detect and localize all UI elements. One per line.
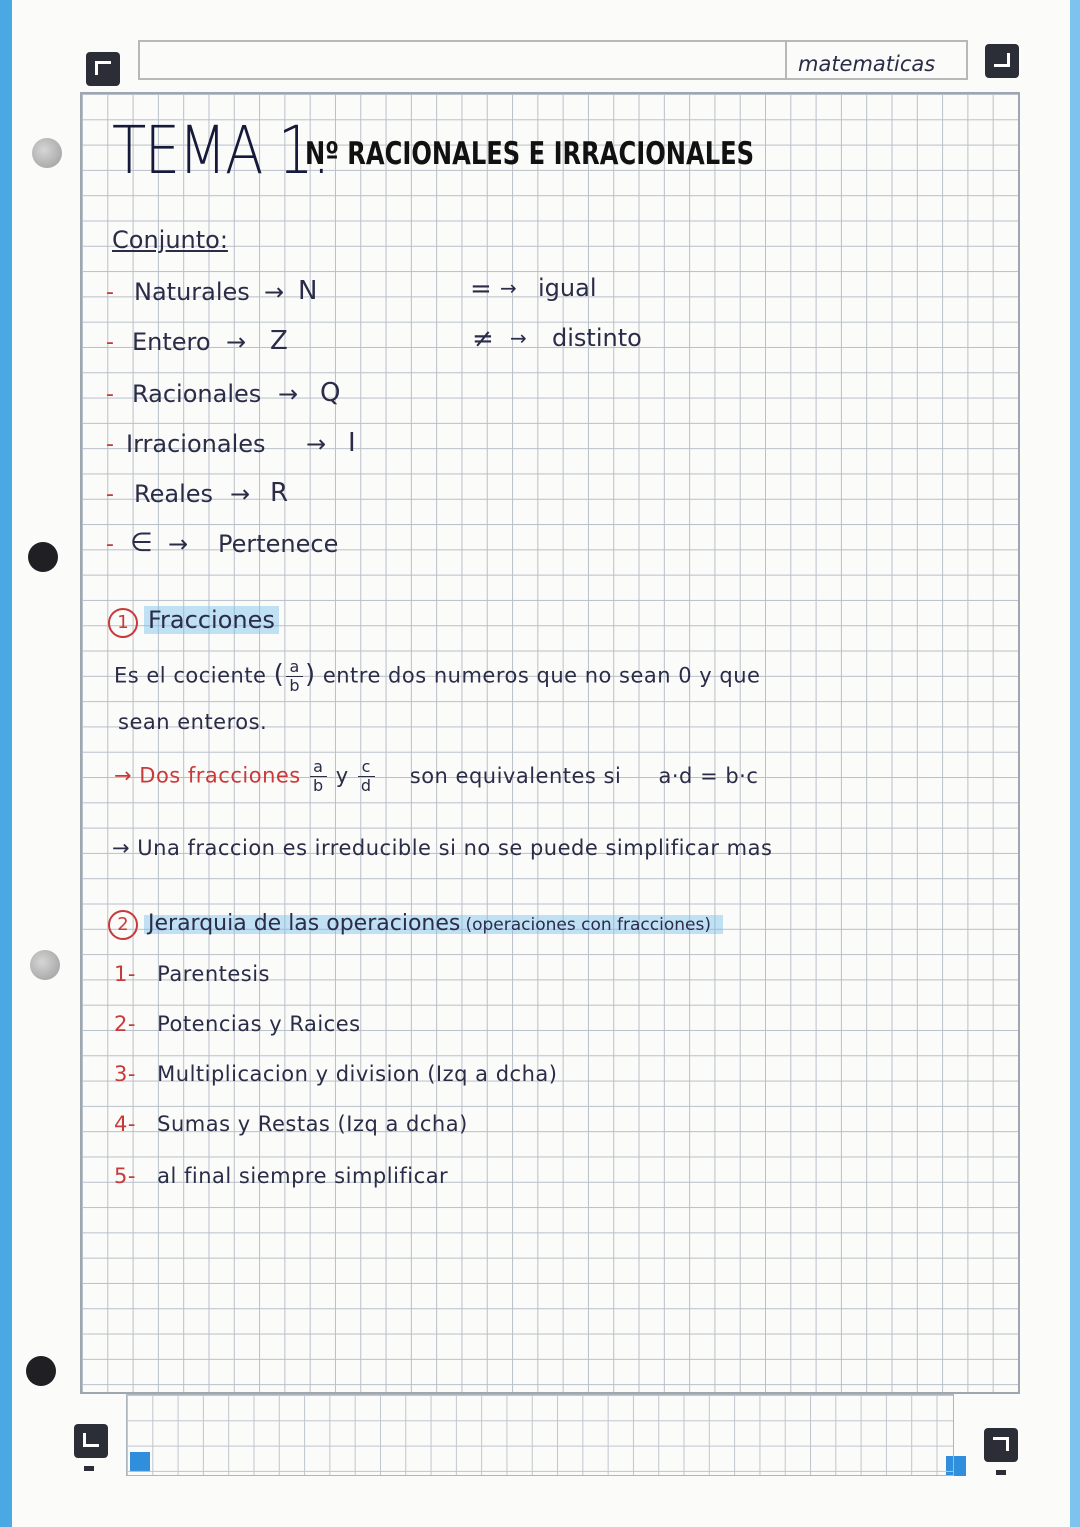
- step-text: Potencias y Raices: [157, 1012, 361, 1036]
- section1-heading: [108, 606, 279, 638]
- grid-paper-footer: [126, 1394, 954, 1476]
- step-text: al final siempre simplificar: [157, 1164, 449, 1188]
- step-number: 4-: [114, 1112, 136, 1136]
- bullet-dash: -: [106, 330, 114, 355]
- page-title: TEMA 1:: [112, 112, 330, 189]
- conjunto-name: Irracionales: [126, 430, 266, 458]
- corner-marker-top-right: [985, 44, 1019, 78]
- operation-step: [114, 962, 270, 986]
- arrow-icon: →: [510, 326, 527, 350]
- conjunto-name: Pertenece: [218, 530, 339, 558]
- right-blue-edge: [1070, 0, 1080, 1527]
- fraction-numerator: c: [358, 758, 375, 777]
- arrow-icon: →: [168, 530, 189, 558]
- equivalence-line: [114, 758, 758, 795]
- operation-step: [114, 1112, 468, 1136]
- arrow-icon: →: [226, 328, 247, 356]
- fraction-denominator: b: [289, 676, 300, 695]
- left-blue-edge: [0, 0, 12, 1527]
- step-number: 3-: [114, 1062, 136, 1086]
- corner-marker-bottom-right: [984, 1428, 1018, 1462]
- conjunto-symbol: Q: [320, 378, 341, 408]
- equivalence-text: son equivalentes si: [409, 763, 622, 788]
- corner-marker-bottom-left: [74, 1424, 108, 1458]
- corner-dash: [996, 1470, 1006, 1475]
- conjunto-name: Racionales: [132, 380, 262, 408]
- corner-dash: [84, 1466, 94, 1471]
- conjunto-symbol: R: [270, 478, 289, 508]
- relation-symbol: ≠: [472, 324, 494, 354]
- conjunto-symbol: ∈: [130, 528, 153, 558]
- relation-meaning: distinto: [552, 324, 642, 352]
- bullet-dash: -: [106, 382, 114, 407]
- step-number: 5-: [114, 1164, 136, 1188]
- operation-step: [114, 1012, 361, 1036]
- definition-line: Es el cociente ( $\frac{a}{b}$ ) entre dos numeros que no sean 0 y que: [114, 657, 761, 695]
- fraction-numerator: a: [310, 758, 327, 777]
- conjunto-name: Reales: [134, 480, 214, 508]
- arrow-icon: →: [230, 480, 251, 508]
- step-number: 1-: [114, 962, 136, 986]
- binder-hole: [30, 950, 60, 980]
- arrow-icon: →: [306, 430, 327, 458]
- arrow-icon: →: [264, 278, 285, 306]
- conjunto-name: Naturales: [134, 278, 250, 306]
- binder-hole: [32, 138, 62, 168]
- conjunto-heading: Conjunto:: [112, 226, 228, 254]
- bullet-dash: -: [106, 432, 114, 457]
- definition-text: Es el cociente: [114, 663, 267, 688]
- step-number: 2-: [114, 1012, 136, 1036]
- bullet-dash: -: [106, 280, 114, 305]
- conjunto-symbol: N: [298, 276, 318, 306]
- subject-label: matematicas: [798, 52, 936, 76]
- relation-symbol: =: [470, 274, 492, 304]
- definition-text: entre dos numeros que no sean 0 y que: [322, 663, 761, 688]
- definition-text-cont: sean enteros.: [118, 710, 268, 734]
- section-number: 2: [108, 910, 138, 940]
- arrow-icon: →: [500, 276, 517, 300]
- section-title: Jerarquia de las operaciones: [148, 911, 461, 936]
- operation-step: [114, 1062, 557, 1086]
- header-divider: [785, 40, 787, 80]
- conjunto-name: Entero: [132, 328, 211, 356]
- step-text: Sumas y Restas (Izq a dcha): [157, 1112, 468, 1136]
- bullet-dash: -: [106, 532, 114, 557]
- arrow-icon: →: [278, 380, 299, 408]
- operation-step: [114, 1164, 448, 1188]
- fraction-denominator: d: [360, 776, 372, 795]
- conjunction: y: [335, 763, 349, 788]
- conjunto-symbol: I: [348, 428, 356, 458]
- step-text: Parentesis: [157, 962, 271, 986]
- equivalence-text: → Dos fracciones: [114, 763, 301, 788]
- relation-meaning: igual: [538, 274, 597, 302]
- conjunto-symbol: Z: [270, 326, 288, 356]
- section-title: Fracciones: [144, 606, 279, 634]
- irreducible-line: → Una fraccion es irreducible si no se puede simplificar mas: [112, 836, 773, 860]
- fraction-denominator: b: [312, 776, 324, 795]
- binder-hole: [26, 1356, 56, 1386]
- fraction: [310, 758, 327, 795]
- fraction-numerator: a: [286, 658, 303, 677]
- bullet-dash: -: [106, 482, 114, 507]
- section-number: 1: [108, 608, 138, 638]
- fraction: [286, 658, 303, 695]
- section2-heading: [108, 910, 723, 940]
- step-text: Multiplicacion y division (Izq a dcha): [157, 1062, 558, 1086]
- binder-hole: [28, 542, 58, 572]
- section-note: (operaciones con fracciones): [465, 915, 711, 935]
- equivalence-formula: a·d = b·c: [658, 763, 759, 788]
- fraction: [358, 758, 375, 795]
- corner-marker-top-left: [86, 52, 120, 86]
- page-subtitle: Nº RACIONALES E IRRACIONALES: [305, 136, 755, 172]
